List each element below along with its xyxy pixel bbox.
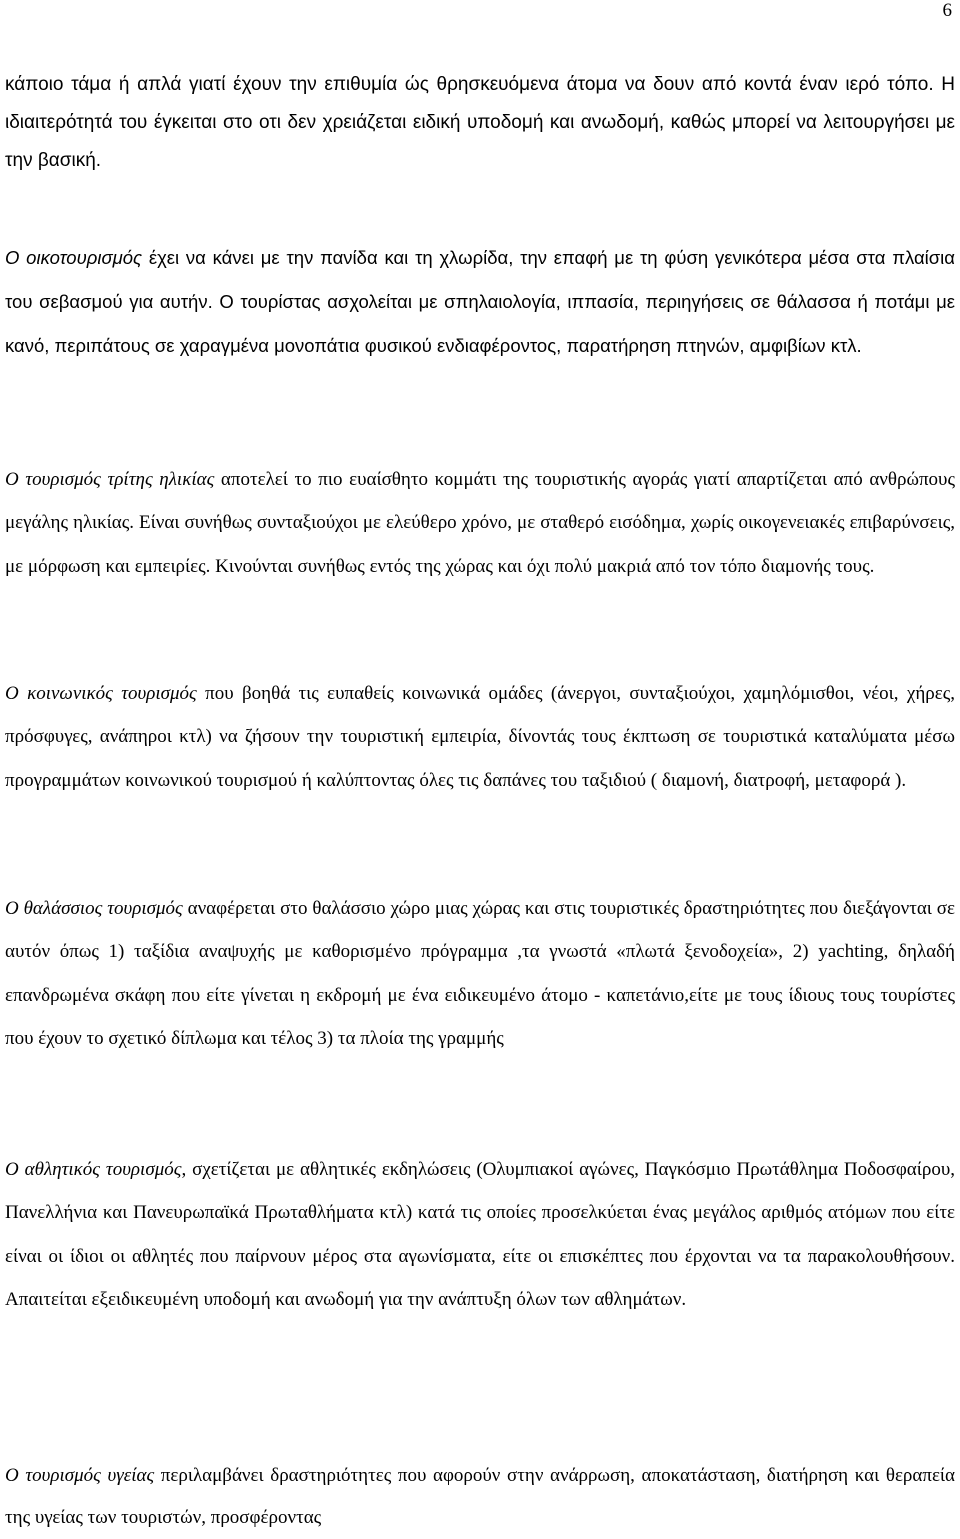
paragraph-senior-tourism [5,458,955,588]
paragraph-term: Ο αθλητικός τουρισμός [5,1159,182,1180]
paragraph-term: Ο τουρισμός τρίτης ηλικίας [5,469,215,490]
paragraph-text: , σχετίζεται με αθλητικές εκδηλώσεις (Ολυμπιακοί αγώνες, Παγκόσμιο Πρωτάθλημα Ποδοσφαίρου, Πανελλήνια και Πανευρωπαϊκά Πρωταθλήματα κτλ) κατά τις οποίες προσελκύεται ένας μεγάλος αριθμός ατόμων που είτε είναι οι ίδιοι οι αθλητές που παίρνουν μέρος στα αγωνίσματα, είτε οι επισκέπτες που έρχονται να τα παρακολουθήσουν. Απαιτείται εξειδικευμένη υποδομή και ανωδομή για την ανάπτυξη όλων των αθλημάτων. [5,1159,955,1310]
paragraph-text: κάποιο τάμα ή απλά γιατί έχουν την επιθυμία ώς θρησκευόμενα άτομα να δουν από κοντά έναν ιερό τόπο. Η ιδιαιτερότητά του έγκειται στο οτι δεν χρειάζεται ειδική υποδομή και ανωδομή, καθώς μπορεί να λειτουργήσει με την βασική. [5,74,955,171]
paragraph-term: Ο οικοτουρισμός [5,247,143,268]
paragraph-term: Ο τουρισμός υγείας [5,1465,155,1486]
paragraph-text: έχει να κάνει με την πανίδα και τη χλωρίδα, την επαφή με τη φύση γενικότερα μέσα στα πλαίσια του σεβασμού για αυτήν. Ο τουρίστας ασχολείται με σπηλαιολογία, ιππασία, περιηγήσεις σε θάλασσα ή ποτάμι με κανό, περιπάτους σε χαραγμένα μονοπάτια φυσικού ενδιαφέροντος, παρατήρηση πτηνών, αμφιβίων κτλ. [5,247,955,356]
paragraph-text: που βοηθά τις ευπαθείς κοινωνικά ομάδες (άνεργοι, συνταξιούχοι, χαμηλόμισθοι, νέοι, χήρες, πρόσφυγες, ανάπηροι κτλ) να ζήσουν την τουριστική εμπειρία, δίνοντάς τους έκπτωση σε τουριστικά καταλύματα μέσω προγραμμάτων κοινωνικού τουρισμού ή καλύπτοντας όλες τις δαπάνες του ταξιδιού ( διαμονή, διατροφή, μεταφορά ). [5,683,956,791]
paragraph-ecotourism [5,236,955,368]
paragraph-pilgrimage-continued [5,66,955,180]
paragraph-text: αναφέρεται στο θαλάσσιο χώρο μιας χώρας και στις τουριστικές δραστηριότητες που διεξάγονται σε αυτόν όπως 1) ταξίδια αναψυχής με καθορισμένο πρόγραμμα ,τα γνωστά «πλωτά ξενοδοχεία», 2) yachting, δηλαδή επανδρωμένα σκάφη που είτε γίνεται η εκδρομή με ένα ειδικευμένο άτομο - καπετάνιο,είτε με τους ίδιους τους τουρίστες που έχουν το σχετικό δίπλωμα και τέλος 3) τα πλοία της γραμμής [5,898,955,1049]
paragraph-marine-tourism [5,887,955,1060]
paragraph-term: Ο θαλάσσιος τουρισμός [5,898,183,919]
paragraph-text: αποτελεί το πιο ευαίσθητο κομμάτι της τουριστικής αγοράς γιατί απαρτίζεται από ανθρώπους μεγάλης ηλικίας. Είναι συνήθως συνταξιούχοι με ελεύθερο χρόνο, με σταθερό εισόδημα, χωρίς οικογενειακές επιβαρύνσεις, με μόρφωση και εμπειρίες. Κινούνται συνήθως εντός της χώρας και όχι πολύ μακριά από τον τόπο διαμονής τους. [5,469,955,577]
paragraph-term: Ο κοινωνικός τουρισμός [5,683,197,704]
page-number: 6 [942,0,952,21]
paragraph-text: περιλαμβάνει δραστηριότητες που αφορούν στην ανάρρωση, αποκατάσταση, διατήρηση και θεραπεία της υγείας των τουριστών, προσφέροντας [5,1465,955,1528]
paragraph-health-tourism [5,1455,955,1539]
paragraph-sports-tourism [5,1148,955,1321]
paragraph-social-tourism [5,672,955,802]
